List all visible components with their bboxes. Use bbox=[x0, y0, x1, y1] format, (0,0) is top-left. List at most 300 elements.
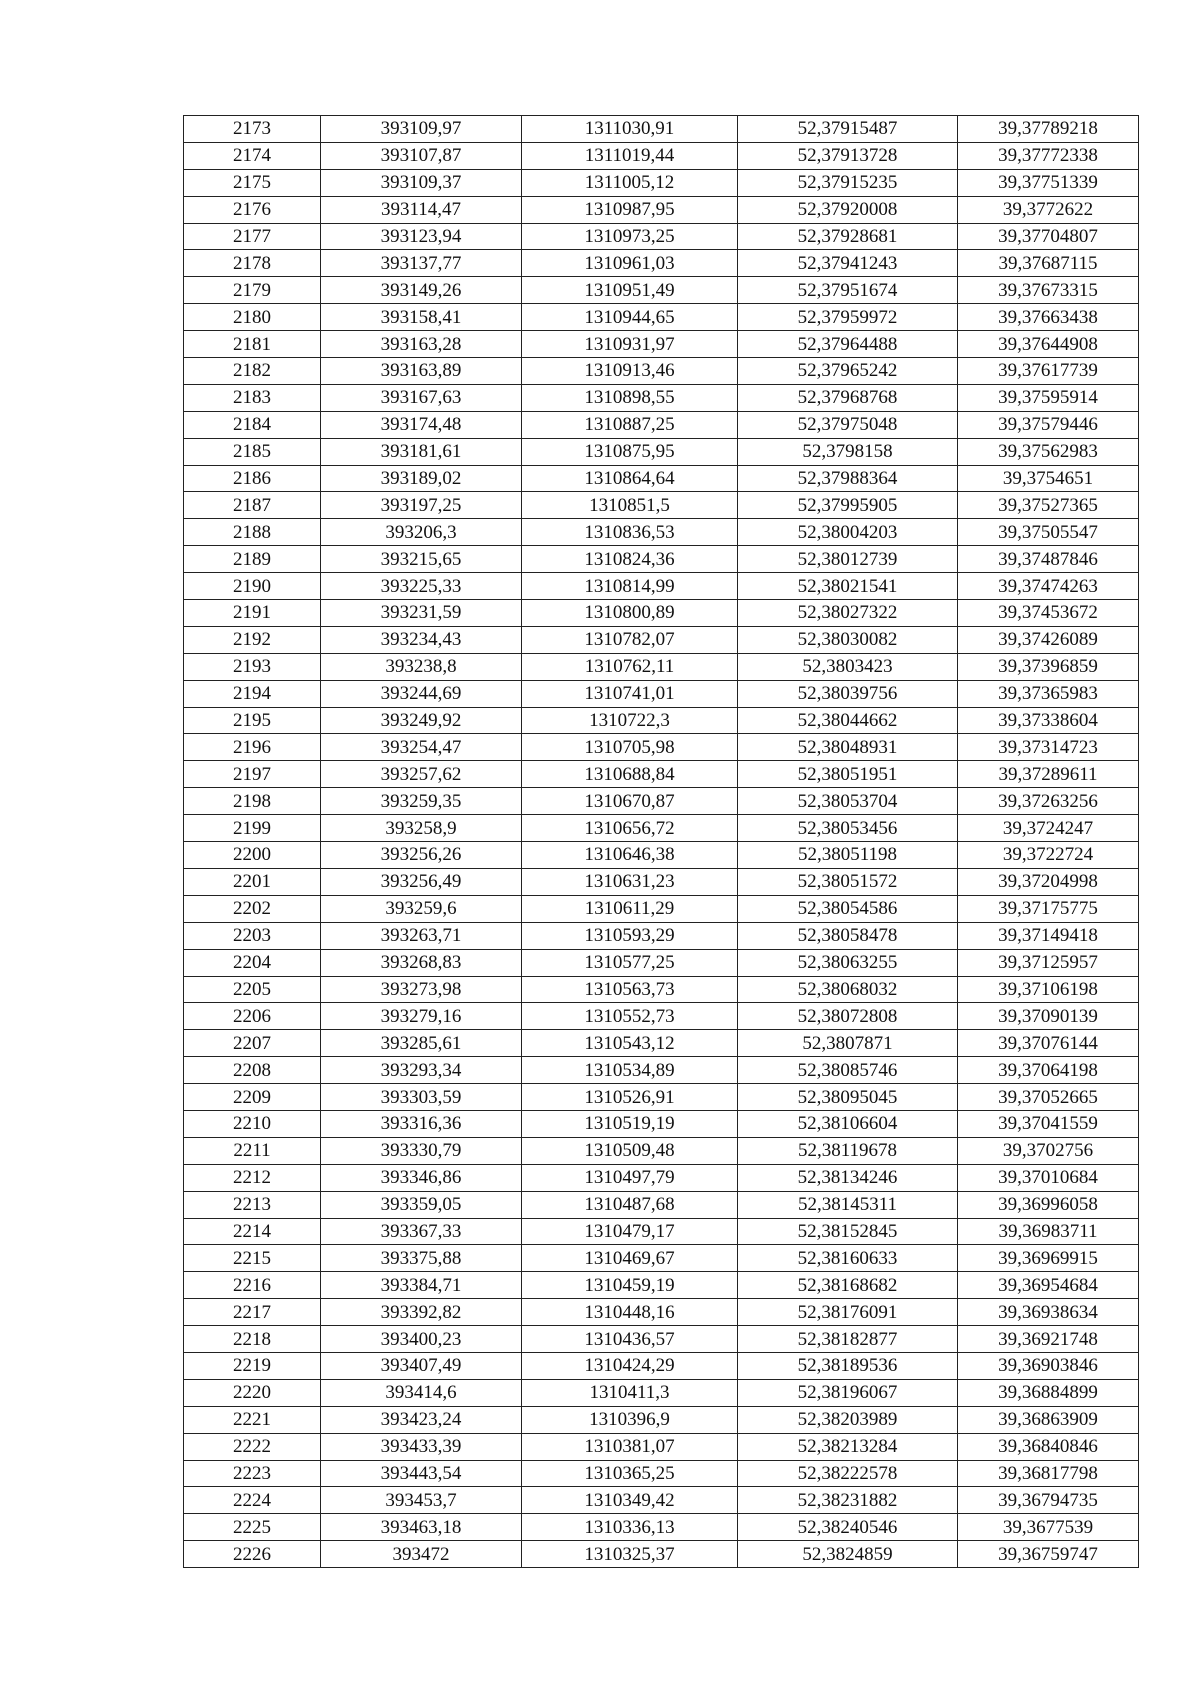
x-coordinate-cell: 393453,7 bbox=[321, 1487, 522, 1514]
table-row bbox=[184, 1191, 1139, 1218]
table-row bbox=[184, 788, 1139, 815]
latitude-cell: 52,38085746 bbox=[738, 1057, 958, 1084]
x-coordinate-cell: 393392,82 bbox=[321, 1299, 522, 1326]
point-number-cell: 2216 bbox=[184, 1272, 321, 1299]
table-row bbox=[184, 519, 1139, 546]
table-row bbox=[184, 573, 1139, 600]
table-row bbox=[184, 1541, 1139, 1568]
latitude-cell: 52,38053704 bbox=[738, 788, 958, 815]
table-row bbox=[184, 1272, 1139, 1299]
point-number-cell: 2198 bbox=[184, 788, 321, 815]
table-row bbox=[184, 169, 1139, 196]
latitude-cell: 52,38021541 bbox=[738, 573, 958, 600]
point-number-cell: 2202 bbox=[184, 895, 321, 922]
latitude-cell: 52,38039756 bbox=[738, 680, 958, 707]
latitude-cell: 52,38145311 bbox=[738, 1191, 958, 1218]
latitude-cell: 52,38054586 bbox=[738, 895, 958, 922]
longitude-cell: 39,37751339 bbox=[958, 169, 1139, 196]
longitude-cell: 39,36863909 bbox=[958, 1406, 1139, 1433]
longitude-cell: 39,37673315 bbox=[958, 277, 1139, 304]
longitude-cell: 39,37562983 bbox=[958, 438, 1139, 465]
longitude-cell: 39,37663438 bbox=[958, 304, 1139, 331]
point-number-cell: 2183 bbox=[184, 384, 321, 411]
table-row bbox=[184, 1514, 1139, 1541]
table-row bbox=[184, 223, 1139, 250]
point-number-cell: 2221 bbox=[184, 1406, 321, 1433]
table-row bbox=[184, 626, 1139, 653]
table-row bbox=[184, 842, 1139, 869]
point-number-cell: 2194 bbox=[184, 680, 321, 707]
latitude-cell: 52,38072808 bbox=[738, 1003, 958, 1030]
longitude-cell: 39,37487846 bbox=[958, 546, 1139, 573]
y-coordinate-cell: 1310381,07 bbox=[522, 1433, 738, 1460]
y-coordinate-cell: 1310864,64 bbox=[522, 465, 738, 492]
x-coordinate-cell: 393330,79 bbox=[321, 1137, 522, 1164]
y-coordinate-cell: 1310411,3 bbox=[522, 1379, 738, 1406]
y-coordinate-cell: 1310631,23 bbox=[522, 868, 738, 895]
latitude-cell: 52,37941243 bbox=[738, 250, 958, 277]
y-coordinate-cell: 1311030,91 bbox=[522, 116, 738, 143]
longitude-cell: 39,37527365 bbox=[958, 492, 1139, 519]
point-number-cell: 2204 bbox=[184, 949, 321, 976]
y-coordinate-cell: 1310875,95 bbox=[522, 438, 738, 465]
latitude-cell: 52,38134246 bbox=[738, 1164, 958, 1191]
x-coordinate-cell: 393423,24 bbox=[321, 1406, 522, 1433]
latitude-cell: 52,3798158 bbox=[738, 438, 958, 465]
point-number-cell: 2184 bbox=[184, 411, 321, 438]
table-row bbox=[184, 734, 1139, 761]
y-coordinate-cell: 1310961,03 bbox=[522, 250, 738, 277]
latitude-cell: 52,3803423 bbox=[738, 653, 958, 680]
y-coordinate-cell: 1310543,12 bbox=[522, 1030, 738, 1057]
x-coordinate-cell: 393167,63 bbox=[321, 384, 522, 411]
point-number-cell: 2209 bbox=[184, 1084, 321, 1111]
latitude-cell: 52,38119678 bbox=[738, 1137, 958, 1164]
y-coordinate-cell: 1310782,07 bbox=[522, 626, 738, 653]
y-coordinate-cell: 1310898,55 bbox=[522, 384, 738, 411]
x-coordinate-cell: 393303,59 bbox=[321, 1084, 522, 1111]
longitude-cell: 39,37010684 bbox=[958, 1164, 1139, 1191]
latitude-cell: 52,38176091 bbox=[738, 1299, 958, 1326]
longitude-cell: 39,36759747 bbox=[958, 1541, 1139, 1568]
table-row bbox=[184, 196, 1139, 223]
y-coordinate-cell: 1310336,13 bbox=[522, 1514, 738, 1541]
latitude-cell: 52,37915487 bbox=[738, 116, 958, 143]
x-coordinate-cell: 393257,62 bbox=[321, 761, 522, 788]
table-row bbox=[184, 653, 1139, 680]
point-number-cell: 2196 bbox=[184, 734, 321, 761]
point-number-cell: 2220 bbox=[184, 1379, 321, 1406]
y-coordinate-cell: 1310526,91 bbox=[522, 1084, 738, 1111]
latitude-cell: 52,37951674 bbox=[738, 277, 958, 304]
longitude-cell: 39,36794735 bbox=[958, 1487, 1139, 1514]
x-coordinate-cell: 393279,16 bbox=[321, 1003, 522, 1030]
longitude-cell: 39,37289611 bbox=[958, 761, 1139, 788]
point-number-cell: 2185 bbox=[184, 438, 321, 465]
y-coordinate-cell: 1310563,73 bbox=[522, 976, 738, 1003]
point-number-cell: 2218 bbox=[184, 1326, 321, 1353]
table-row bbox=[184, 976, 1139, 1003]
longitude-cell: 39,3722724 bbox=[958, 842, 1139, 869]
table-row bbox=[184, 600, 1139, 627]
latitude-cell: 52,38012739 bbox=[738, 546, 958, 573]
table-row bbox=[184, 895, 1139, 922]
y-coordinate-cell: 1310741,01 bbox=[522, 680, 738, 707]
longitude-cell: 39,37365983 bbox=[958, 680, 1139, 707]
y-coordinate-cell: 1310325,37 bbox=[522, 1541, 738, 1568]
y-coordinate-cell: 1310487,68 bbox=[522, 1191, 738, 1218]
longitude-cell: 39,37204998 bbox=[958, 868, 1139, 895]
table-row bbox=[184, 331, 1139, 358]
longitude-cell: 39,3702756 bbox=[958, 1137, 1139, 1164]
point-number-cell: 2189 bbox=[184, 546, 321, 573]
table-row bbox=[184, 1084, 1139, 1111]
y-coordinate-cell: 1310424,29 bbox=[522, 1352, 738, 1379]
y-coordinate-cell: 1310519,19 bbox=[522, 1110, 738, 1137]
y-coordinate-cell: 1310479,17 bbox=[522, 1218, 738, 1245]
latitude-cell: 52,38068032 bbox=[738, 976, 958, 1003]
latitude-cell: 52,37995905 bbox=[738, 492, 958, 519]
y-coordinate-cell: 1310951,49 bbox=[522, 277, 738, 304]
table-row bbox=[184, 1057, 1139, 1084]
y-coordinate-cell: 1311019,44 bbox=[522, 142, 738, 169]
longitude-cell: 39,37090139 bbox=[958, 1003, 1139, 1030]
latitude-cell: 52,38030082 bbox=[738, 626, 958, 653]
longitude-cell: 39,37789218 bbox=[958, 116, 1139, 143]
latitude-cell: 52,38051572 bbox=[738, 868, 958, 895]
longitude-cell: 39,36938634 bbox=[958, 1299, 1139, 1326]
longitude-cell: 39,36921748 bbox=[958, 1326, 1139, 1353]
y-coordinate-cell: 1310973,25 bbox=[522, 223, 738, 250]
longitude-cell: 39,37644908 bbox=[958, 331, 1139, 358]
x-coordinate-cell: 393463,18 bbox=[321, 1514, 522, 1541]
y-coordinate-cell: 1310349,42 bbox=[522, 1487, 738, 1514]
coordinates-table-body bbox=[184, 116, 1139, 1568]
longitude-cell: 39,3677539 bbox=[958, 1514, 1139, 1541]
y-coordinate-cell: 1310459,19 bbox=[522, 1272, 738, 1299]
longitude-cell: 39,37314723 bbox=[958, 734, 1139, 761]
y-coordinate-cell: 1310705,98 bbox=[522, 734, 738, 761]
point-number-cell: 2203 bbox=[184, 922, 321, 949]
longitude-cell: 39,37041559 bbox=[958, 1110, 1139, 1137]
y-coordinate-cell: 1310688,84 bbox=[522, 761, 738, 788]
point-number-cell: 2177 bbox=[184, 223, 321, 250]
latitude-cell: 52,38004203 bbox=[738, 519, 958, 546]
longitude-cell: 39,36983711 bbox=[958, 1218, 1139, 1245]
point-number-cell: 2223 bbox=[184, 1460, 321, 1487]
table-row bbox=[184, 868, 1139, 895]
point-number-cell: 2187 bbox=[184, 492, 321, 519]
latitude-cell: 52,38044662 bbox=[738, 707, 958, 734]
longitude-cell: 39,36817798 bbox=[958, 1460, 1139, 1487]
table-row bbox=[184, 116, 1139, 143]
longitude-cell: 39,36840846 bbox=[958, 1433, 1139, 1460]
latitude-cell: 52,37928681 bbox=[738, 223, 958, 250]
y-coordinate-cell: 1310762,11 bbox=[522, 653, 738, 680]
y-coordinate-cell: 1310436,57 bbox=[522, 1326, 738, 1353]
coordinates-table bbox=[183, 115, 1139, 1568]
y-coordinate-cell: 1310800,89 bbox=[522, 600, 738, 627]
x-coordinate-cell: 393367,33 bbox=[321, 1218, 522, 1245]
longitude-cell: 39,37426089 bbox=[958, 626, 1139, 653]
table-row bbox=[184, 1137, 1139, 1164]
table-row bbox=[184, 492, 1139, 519]
x-coordinate-cell: 393206,3 bbox=[321, 519, 522, 546]
longitude-cell: 39,3772622 bbox=[958, 196, 1139, 223]
table-row bbox=[184, 250, 1139, 277]
x-coordinate-cell: 393259,6 bbox=[321, 895, 522, 922]
point-number-cell: 2181 bbox=[184, 331, 321, 358]
point-number-cell: 2179 bbox=[184, 277, 321, 304]
point-number-cell: 2207 bbox=[184, 1030, 321, 1057]
point-number-cell: 2224 bbox=[184, 1487, 321, 1514]
table-row bbox=[184, 949, 1139, 976]
latitude-cell: 52,38222578 bbox=[738, 1460, 958, 1487]
point-number-cell: 2176 bbox=[184, 196, 321, 223]
point-number-cell: 2205 bbox=[184, 976, 321, 1003]
y-coordinate-cell: 1310824,36 bbox=[522, 546, 738, 573]
y-coordinate-cell: 1310365,25 bbox=[522, 1460, 738, 1487]
x-coordinate-cell: 393234,43 bbox=[321, 626, 522, 653]
latitude-cell: 52,38106604 bbox=[738, 1110, 958, 1137]
x-coordinate-cell: 393225,33 bbox=[321, 573, 522, 600]
y-coordinate-cell: 1310931,97 bbox=[522, 331, 738, 358]
table-row bbox=[184, 1164, 1139, 1191]
x-coordinate-cell: 393258,9 bbox=[321, 815, 522, 842]
x-coordinate-cell: 393256,26 bbox=[321, 842, 522, 869]
x-coordinate-cell: 393109,37 bbox=[321, 169, 522, 196]
latitude-cell: 52,37964488 bbox=[738, 331, 958, 358]
y-coordinate-cell: 1310448,16 bbox=[522, 1299, 738, 1326]
table-row bbox=[184, 546, 1139, 573]
latitude-cell: 52,38189536 bbox=[738, 1352, 958, 1379]
point-number-cell: 2192 bbox=[184, 626, 321, 653]
longitude-cell: 39,36884899 bbox=[958, 1379, 1139, 1406]
x-coordinate-cell: 393268,83 bbox=[321, 949, 522, 976]
x-coordinate-cell: 393215,65 bbox=[321, 546, 522, 573]
latitude-cell: 52,37920008 bbox=[738, 196, 958, 223]
table-row bbox=[184, 1245, 1139, 1272]
x-coordinate-cell: 393189,02 bbox=[321, 465, 522, 492]
x-coordinate-cell: 393263,71 bbox=[321, 922, 522, 949]
y-coordinate-cell: 1310534,89 bbox=[522, 1057, 738, 1084]
point-number-cell: 2186 bbox=[184, 465, 321, 492]
latitude-cell: 52,38168682 bbox=[738, 1272, 958, 1299]
point-number-cell: 2188 bbox=[184, 519, 321, 546]
x-coordinate-cell: 393123,94 bbox=[321, 223, 522, 250]
x-coordinate-cell: 393285,61 bbox=[321, 1030, 522, 1057]
latitude-cell: 52,38095045 bbox=[738, 1084, 958, 1111]
y-coordinate-cell: 1310944,65 bbox=[522, 304, 738, 331]
y-coordinate-cell: 1310593,29 bbox=[522, 922, 738, 949]
longitude-cell: 39,37453672 bbox=[958, 600, 1139, 627]
y-coordinate-cell: 1310887,25 bbox=[522, 411, 738, 438]
table-row bbox=[184, 1379, 1139, 1406]
table-row bbox=[184, 142, 1139, 169]
table-row bbox=[184, 1433, 1139, 1460]
x-coordinate-cell: 393443,54 bbox=[321, 1460, 522, 1487]
point-number-cell: 2214 bbox=[184, 1218, 321, 1245]
y-coordinate-cell: 1310611,29 bbox=[522, 895, 738, 922]
point-number-cell: 2212 bbox=[184, 1164, 321, 1191]
table-row bbox=[184, 438, 1139, 465]
y-coordinate-cell: 1310836,53 bbox=[522, 519, 738, 546]
x-coordinate-cell: 393244,69 bbox=[321, 680, 522, 707]
table-row bbox=[184, 465, 1139, 492]
point-number-cell: 2197 bbox=[184, 761, 321, 788]
x-coordinate-cell: 393407,49 bbox=[321, 1352, 522, 1379]
latitude-cell: 52,38027322 bbox=[738, 600, 958, 627]
point-number-cell: 2199 bbox=[184, 815, 321, 842]
latitude-cell: 52,38051951 bbox=[738, 761, 958, 788]
x-coordinate-cell: 393400,23 bbox=[321, 1326, 522, 1353]
latitude-cell: 52,37968768 bbox=[738, 384, 958, 411]
x-coordinate-cell: 393375,88 bbox=[321, 1245, 522, 1272]
x-coordinate-cell: 393256,49 bbox=[321, 868, 522, 895]
x-coordinate-cell: 393181,61 bbox=[321, 438, 522, 465]
y-coordinate-cell: 1310396,9 bbox=[522, 1406, 738, 1433]
latitude-cell: 52,37988364 bbox=[738, 465, 958, 492]
y-coordinate-cell: 1310656,72 bbox=[522, 815, 738, 842]
latitude-cell: 52,3807871 bbox=[738, 1030, 958, 1057]
x-coordinate-cell: 393174,48 bbox=[321, 411, 522, 438]
latitude-cell: 52,38053456 bbox=[738, 815, 958, 842]
y-coordinate-cell: 1310814,99 bbox=[522, 573, 738, 600]
x-coordinate-cell: 393149,26 bbox=[321, 277, 522, 304]
x-coordinate-cell: 393163,28 bbox=[321, 331, 522, 358]
longitude-cell: 39,37505547 bbox=[958, 519, 1139, 546]
longitude-cell: 39,37052665 bbox=[958, 1084, 1139, 1111]
x-coordinate-cell: 393384,71 bbox=[321, 1272, 522, 1299]
table-row bbox=[184, 815, 1139, 842]
point-number-cell: 2215 bbox=[184, 1245, 321, 1272]
longitude-cell: 39,3724247 bbox=[958, 815, 1139, 842]
table-row bbox=[184, 1218, 1139, 1245]
latitude-cell: 52,38048931 bbox=[738, 734, 958, 761]
latitude-cell: 52,37915235 bbox=[738, 169, 958, 196]
point-number-cell: 2210 bbox=[184, 1110, 321, 1137]
point-number-cell: 2206 bbox=[184, 1003, 321, 1030]
longitude-cell: 39,37076144 bbox=[958, 1030, 1139, 1057]
x-coordinate-cell: 393414,6 bbox=[321, 1379, 522, 1406]
point-number-cell: 2195 bbox=[184, 707, 321, 734]
y-coordinate-cell: 1310913,46 bbox=[522, 358, 738, 385]
longitude-cell: 39,37175775 bbox=[958, 895, 1139, 922]
x-coordinate-cell: 393137,77 bbox=[321, 250, 522, 277]
table-row bbox=[184, 1460, 1139, 1487]
x-coordinate-cell: 393259,35 bbox=[321, 788, 522, 815]
longitude-cell: 39,3754651 bbox=[958, 465, 1139, 492]
x-coordinate-cell: 393472 bbox=[321, 1541, 522, 1568]
latitude-cell: 52,38196067 bbox=[738, 1379, 958, 1406]
point-number-cell: 2178 bbox=[184, 250, 321, 277]
table-row bbox=[184, 1030, 1139, 1057]
point-number-cell: 2211 bbox=[184, 1137, 321, 1164]
table-row bbox=[184, 707, 1139, 734]
point-number-cell: 2175 bbox=[184, 169, 321, 196]
y-coordinate-cell: 1310469,67 bbox=[522, 1245, 738, 1272]
point-number-cell: 2208 bbox=[184, 1057, 321, 1084]
longitude-cell: 39,36996058 bbox=[958, 1191, 1139, 1218]
point-number-cell: 2200 bbox=[184, 842, 321, 869]
x-coordinate-cell: 393158,41 bbox=[321, 304, 522, 331]
point-number-cell: 2225 bbox=[184, 1514, 321, 1541]
x-coordinate-cell: 393254,47 bbox=[321, 734, 522, 761]
x-coordinate-cell: 393109,97 bbox=[321, 116, 522, 143]
latitude-cell: 52,38231882 bbox=[738, 1487, 958, 1514]
x-coordinate-cell: 393273,98 bbox=[321, 976, 522, 1003]
table-row bbox=[184, 1487, 1139, 1514]
point-number-cell: 2201 bbox=[184, 868, 321, 895]
y-coordinate-cell: 1310670,87 bbox=[522, 788, 738, 815]
table-row bbox=[184, 358, 1139, 385]
table-row bbox=[184, 277, 1139, 304]
longitude-cell: 39,37338604 bbox=[958, 707, 1139, 734]
longitude-cell: 39,37595914 bbox=[958, 384, 1139, 411]
table-row bbox=[184, 761, 1139, 788]
x-coordinate-cell: 393316,36 bbox=[321, 1110, 522, 1137]
longitude-cell: 39,37396859 bbox=[958, 653, 1139, 680]
latitude-cell: 52,37975048 bbox=[738, 411, 958, 438]
latitude-cell: 52,38063255 bbox=[738, 949, 958, 976]
y-coordinate-cell: 1311005,12 bbox=[522, 169, 738, 196]
latitude-cell: 52,38051198 bbox=[738, 842, 958, 869]
latitude-cell: 52,38203989 bbox=[738, 1406, 958, 1433]
latitude-cell: 52,38160633 bbox=[738, 1245, 958, 1272]
latitude-cell: 52,38182877 bbox=[738, 1326, 958, 1353]
longitude-cell: 39,36954684 bbox=[958, 1272, 1139, 1299]
point-number-cell: 2217 bbox=[184, 1299, 321, 1326]
x-coordinate-cell: 393293,34 bbox=[321, 1057, 522, 1084]
point-number-cell: 2213 bbox=[184, 1191, 321, 1218]
table-row bbox=[184, 384, 1139, 411]
table-row bbox=[184, 411, 1139, 438]
x-coordinate-cell: 393359,05 bbox=[321, 1191, 522, 1218]
x-coordinate-cell: 393163,89 bbox=[321, 358, 522, 385]
table-row bbox=[184, 1326, 1139, 1353]
longitude-cell: 39,37687115 bbox=[958, 250, 1139, 277]
x-coordinate-cell: 393197,25 bbox=[321, 492, 522, 519]
y-coordinate-cell: 1310646,38 bbox=[522, 842, 738, 869]
point-number-cell: 2190 bbox=[184, 573, 321, 600]
latitude-cell: 52,38240546 bbox=[738, 1514, 958, 1541]
table-row bbox=[184, 922, 1139, 949]
longitude-cell: 39,36903846 bbox=[958, 1352, 1139, 1379]
longitude-cell: 39,37263256 bbox=[958, 788, 1139, 815]
y-coordinate-cell: 1310722,3 bbox=[522, 707, 738, 734]
y-coordinate-cell: 1310509,48 bbox=[522, 1137, 738, 1164]
point-number-cell: 2191 bbox=[184, 600, 321, 627]
point-number-cell: 2219 bbox=[184, 1352, 321, 1379]
point-number-cell: 2182 bbox=[184, 358, 321, 385]
table-row bbox=[184, 1299, 1139, 1326]
longitude-cell: 39,37474263 bbox=[958, 573, 1139, 600]
y-coordinate-cell: 1310851,5 bbox=[522, 492, 738, 519]
longitude-cell: 39,37064198 bbox=[958, 1057, 1139, 1084]
x-coordinate-cell: 393433,39 bbox=[321, 1433, 522, 1460]
point-number-cell: 2173 bbox=[184, 116, 321, 143]
longitude-cell: 39,37106198 bbox=[958, 976, 1139, 1003]
longitude-cell: 39,37579446 bbox=[958, 411, 1139, 438]
point-number-cell: 2174 bbox=[184, 142, 321, 169]
y-coordinate-cell: 1310497,79 bbox=[522, 1164, 738, 1191]
table-row bbox=[184, 1110, 1139, 1137]
point-number-cell: 2222 bbox=[184, 1433, 321, 1460]
x-coordinate-cell: 393107,87 bbox=[321, 142, 522, 169]
table-row bbox=[184, 1406, 1139, 1433]
x-coordinate-cell: 393231,59 bbox=[321, 600, 522, 627]
latitude-cell: 52,38213284 bbox=[738, 1433, 958, 1460]
